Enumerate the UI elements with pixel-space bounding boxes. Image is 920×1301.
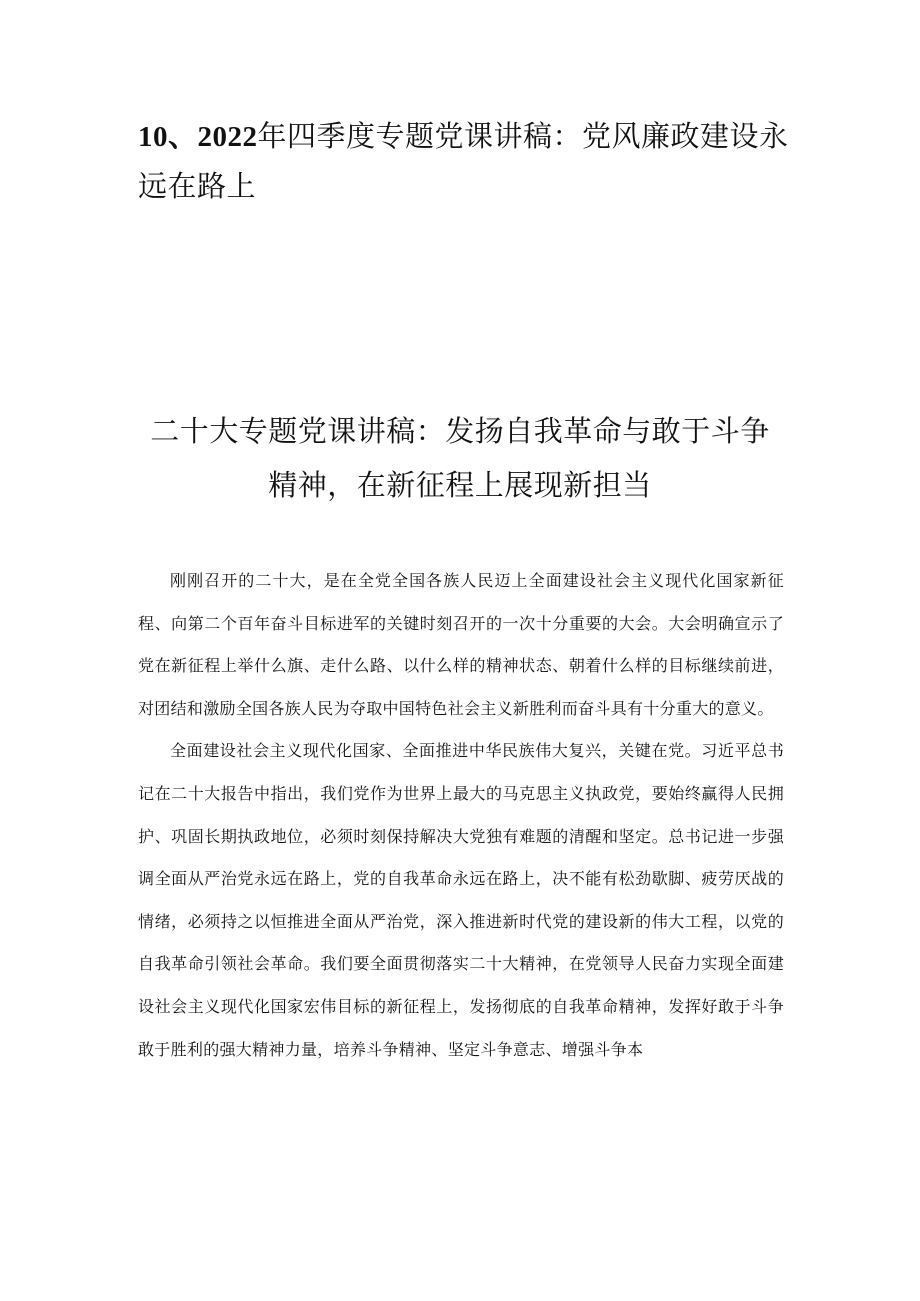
document-body	[138, 560, 784, 1071]
document-title	[138, 112, 798, 211]
title-text: 年四季度专题党课讲稿：党风廉政建设永远在路上	[138, 119, 789, 203]
document-subtitle: 二十大专题党课讲稿：发扬自我革命与敢于斗争精神，在新征程上展现新担当	[150, 414, 770, 502]
title-number: 10、2022	[138, 121, 258, 153]
body-paragraph: 刚刚召开的二十大，是在全党全国各族人民迈上全面建设社会主义现代化国家新征程、向第二个百年奋斗目标进军的关键时刻召开的一次十分重要的大会。大会明确宣示了党在新征程上举什么旗、走什么路、以什么样的精神状态、朝着什么样的目标继续前进，对团结和激励全国各族人民为夺取中国特色社会主义新胜利而奋斗具有十分重大的意义。	[138, 571, 784, 718]
body-paragraph: 全面建设社会主义现代化国家、全面推进中华民族伟大复兴，关键在党。习近平总书记在二十大报告中指出，我们党作为世界上最大的马克思主义执政党，要始终赢得人民拥护、巩固长期执政地位，必须时刻保持解决大党独有难题的清醒和坚定。总书记进一步强调全面从严治党永远在路上，党的自我革命永远在路上，决不能有松劲歇脚、疲劳厌战的情绪，必须持之以恒推进全面从严治党，深入推进新时代党的建设新的伟大工程，以党的自我革命引领社会革命。我们要全面贯彻落实二十大精神，在党领导人民奋力实现全面建设社会主义现代化国家宏伟目标的新征程上，发扬彻底的自我革命精神，发挥好敢于斗争敢于胜利的强大精神力量，培养斗争精神、坚定斗争意志、增强斗争本	[138, 741, 784, 1059]
